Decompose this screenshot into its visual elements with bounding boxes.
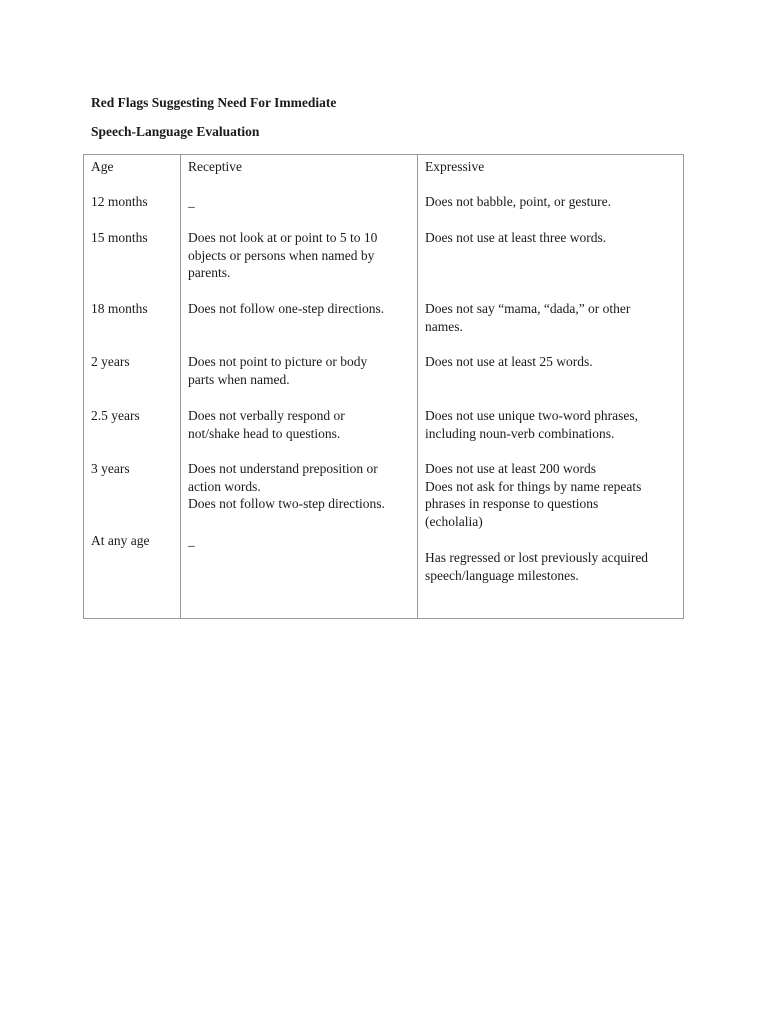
header-expressive: Expressive [425,159,485,174]
row-expressive: Does not use at least 25 words. [425,354,593,369]
row-receptive: _ [188,194,195,209]
column-divider [180,155,181,618]
header-age: Age [91,159,114,174]
row-expressive: Has regressed or lost previously acquired speech/language milestones. [425,550,649,583]
red-flags-table [83,154,684,619]
row-receptive: Does not look at or point to 5 to 10 objects or persons when named by parents. [188,230,378,280]
row-receptive: Does not follow one-step directions. [188,301,385,316]
document-title: Red Flags Suggesting Need For Immediate [91,95,337,110]
document-subtitle: Speech-Language Evaluation [91,124,260,139]
row-expressive: Does not say “mama, “dada,” or other names. [425,301,631,334]
row-receptive: _ [188,533,195,548]
row-expressive: Does not use at least 200 words Does not ask for things by name repeats phrases in response to questions (echolalia) [425,461,642,529]
row-expressive: Does not babble, point, or gesture. [425,194,611,209]
row-age: 2.5 years [91,408,140,423]
row-receptive: Does not understand preposition or action words. Does not follow two-step directions. [188,461,385,511]
row-age: 12 months [91,194,148,209]
column-divider [417,155,418,618]
row-expressive: Does not use at least three words. [425,230,607,245]
row-age: 2 years [91,354,130,369]
row-age: 18 months [91,301,148,316]
row-receptive: Does not point to picture or body parts when named. [188,354,368,387]
row-age: 3 years [91,461,130,476]
row-expressive: Does not use unique two-word phrases, including noun-verb combinations. [425,408,638,441]
header-receptive: Receptive [188,159,242,174]
row-age: 15 months [91,230,148,245]
row-age: At any age [91,533,150,548]
row-receptive: Does not verbally respond or not/shake head to questions. [188,408,345,441]
